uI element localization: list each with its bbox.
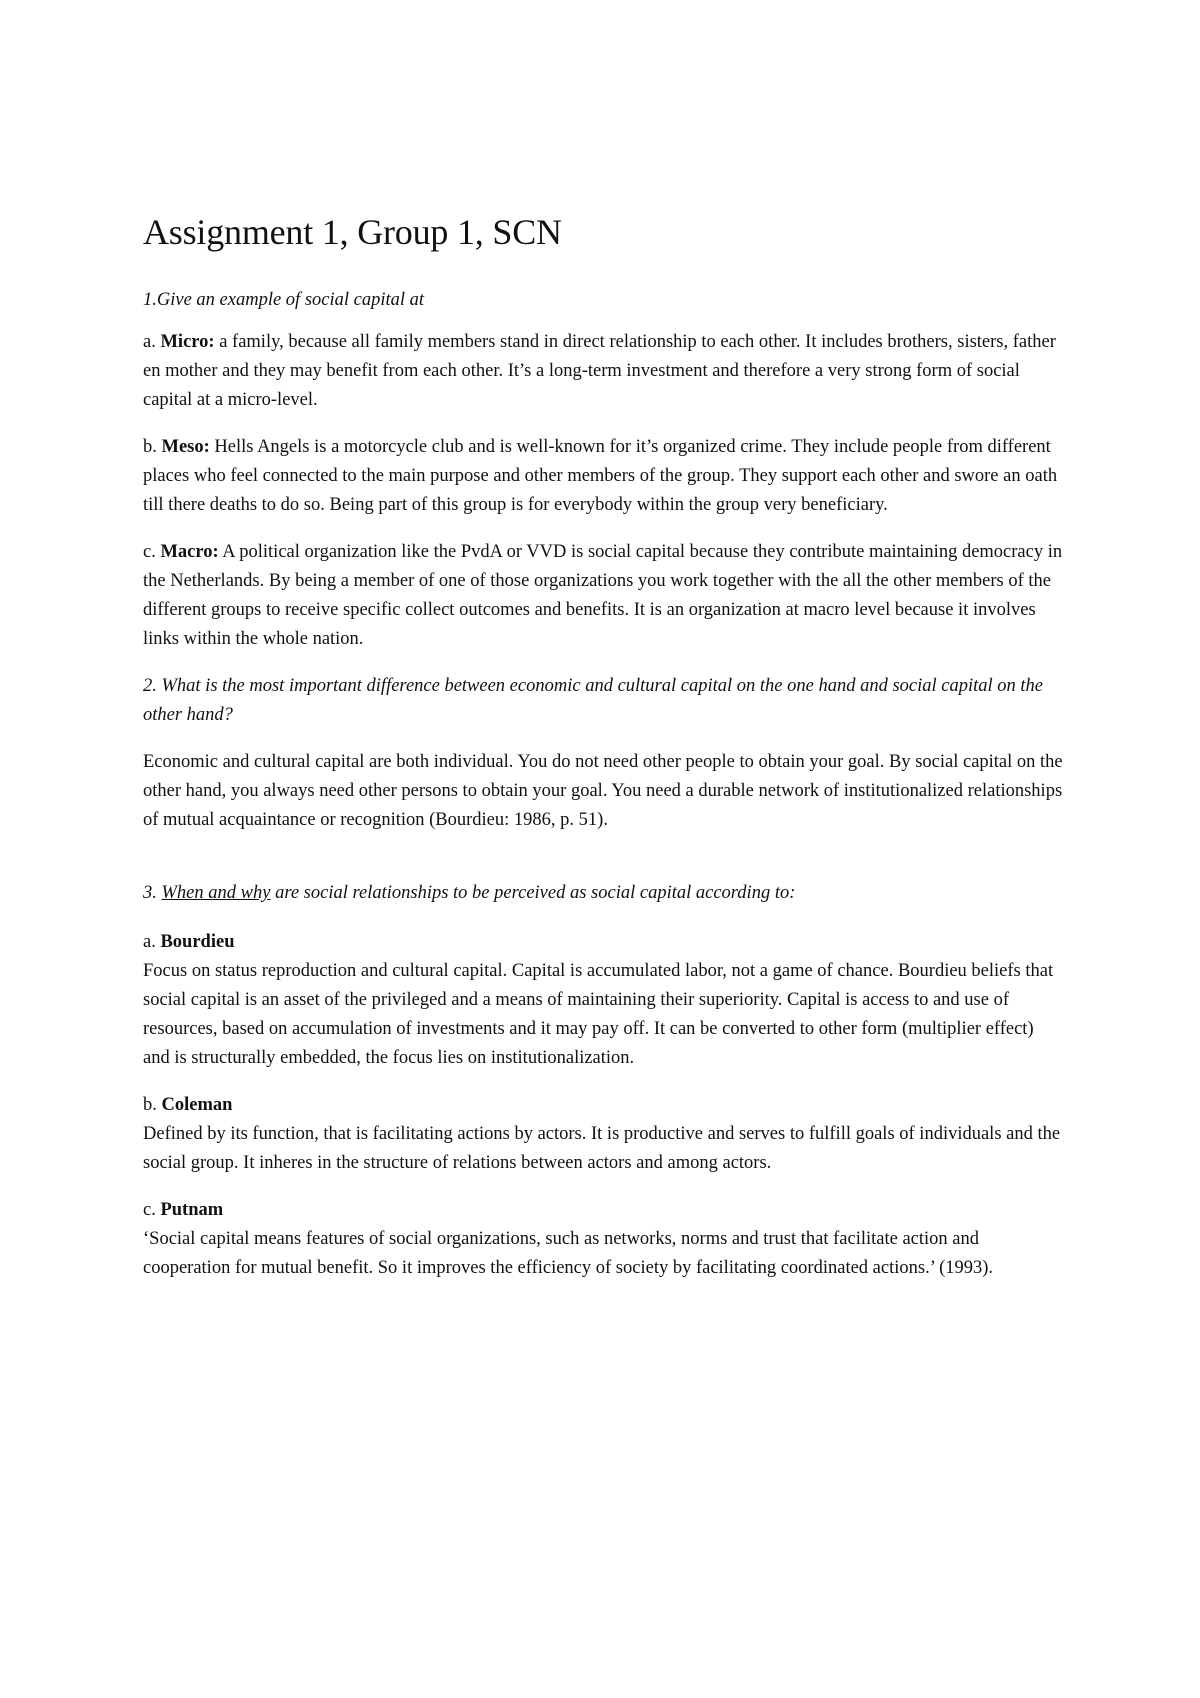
- item-text: ‘Social capital means features of social organizations, such as networks, norms and trust that facilitate action and cooperation for mutual benefit. So it improves the efficiency of society by facilitating coordinated actions.’ (1993).: [143, 1229, 994, 1278]
- question-2: 2. What is the most important difference between economic and cultural capital on the one hand and social capital on the other hand?: [143, 676, 1044, 725]
- answer-3b-coleman: [143, 1091, 1063, 1178]
- item-label: Micro:: [160, 332, 215, 352]
- question-3: [143, 879, 1063, 908]
- item-prefix: b.: [143, 1095, 162, 1115]
- question-3-underlined: When and why: [161, 883, 271, 903]
- document-title: Assignment 1, Group 1, SCN: [143, 212, 562, 252]
- item-prefix: c.: [143, 1200, 161, 1220]
- question-3-prefix: 3.: [143, 883, 162, 903]
- item-text: a family, because all family members stand in direct relationship to each other. It includes brothers, sisters, father en mother and they may benefit from each other. It’s a long-term investment and therefore a very strong form of social capital at a micro-level.: [143, 332, 1056, 410]
- item-prefix: a.: [143, 332, 161, 352]
- item-label: Meso:: [161, 437, 210, 457]
- item-label: Coleman: [161, 1095, 233, 1115]
- answer-1c-macro: [143, 538, 1063, 654]
- answer-3c-putnam: [143, 1196, 1063, 1283]
- item-prefix: a.: [143, 932, 161, 952]
- item-prefix: c.: [143, 542, 161, 562]
- question-3-rest: are social relationships to be perceived as social capital according to:: [270, 883, 796, 903]
- item-heading: [143, 928, 1063, 957]
- answer-1b-meso: [143, 433, 1063, 520]
- item-label: Macro:: [160, 542, 219, 562]
- item-label: Bourdieu: [160, 932, 235, 952]
- answer-3a-bourdieu: [143, 928, 1063, 1073]
- item-heading: [143, 1196, 1063, 1225]
- item-text: Hells Angels is a motorcycle club and is well-known for it’s organized crime. They include people from different places who feel connected to the main purpose and other members of the group. They support each other and swore an oath till there deaths to do so. Being part of this group is for everybody within the group very beneficiary.: [143, 437, 1058, 515]
- question-1: 1.Give an example of social capital at: [143, 290, 425, 310]
- item-label: Putnam: [160, 1200, 224, 1220]
- item-text: Defined by its function, that is facilitating actions by actors. It is productive and serves to fulfill goals of individuals and the social group. It inheres in the structure of relations between actors and among actors.: [143, 1124, 1061, 1173]
- item-text: Focus on status reproduction and cultural capital. Capital is accumulated labor, not a game of chance. Bourdieu beliefs that social capital is an asset of the privileged and a means of maintaining their superiority. Capital is access to and use of resources, based on accumulation of investments and it may pay off. It can be converted to other form (multiplier effect) and is structurally embedded, the focus lies on institutionalization.: [143, 961, 1054, 1068]
- answer-1a-micro: [143, 328, 1063, 415]
- document-body: [143, 210, 1063, 1301]
- answer-2: Economic and cultural capital are both individual. You do not need other people to obtain your goal. By social capital on the other hand, you always need other persons to obtain your goal. You need a durable network of institutionalized relationships of mutual acquaintance or recognition (Bourdieu: 1986, p. 51).: [143, 752, 1063, 830]
- item-text: A political organization like the PvdA or VVD is social capital because they contribute maintaining democracy in the Netherlands. By being a member of one of those organizations you work together with the all the other members of the different groups to receive specific collect outcomes and benefits. It is an organization at macro level because it involves links within the whole nation.: [143, 542, 1063, 649]
- item-heading: [143, 1091, 1063, 1120]
- item-prefix: b.: [143, 437, 162, 457]
